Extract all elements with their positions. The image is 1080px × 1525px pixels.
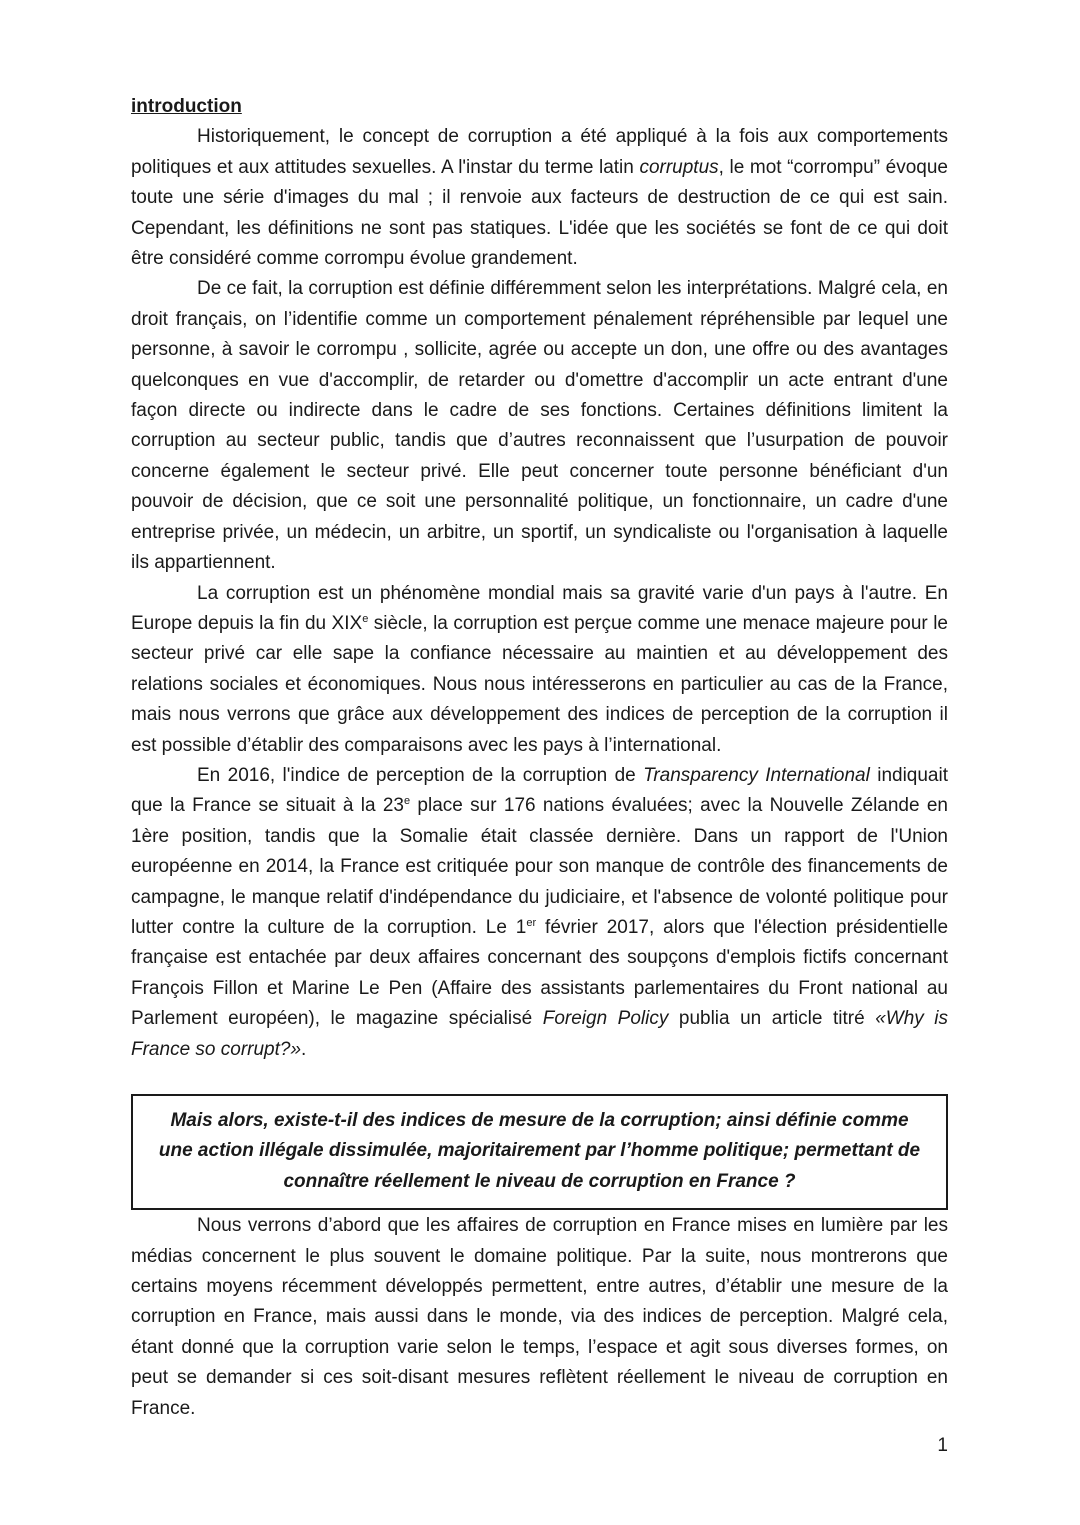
paragraph-text: siècle, la corruption est perçue comme une menace majeure pour le secteur privé car elle sape la confiance nécessaire au maintien et au développement des relations sociales et économiques. Nous nous intéresserons en particulier au cas de la France, mais nous verrons que grâce aux développement des indices de perception de la corruption il est possible d’établir des comparaisons avec les pays à l’international.	[131, 612, 949, 756]
paragraph-text: publia un article titré	[668, 1008, 876, 1030]
document-body	[131, 92, 948, 1424]
page-number: 1	[937, 1435, 948, 1456]
paragraph-history	[131, 122, 948, 274]
paragraph-global	[131, 579, 948, 761]
paragraph-text: En 2016, l'indice de perception de la corruption de	[197, 764, 644, 786]
paragraph-text: place sur 176 nations évaluées; avec la Nouvelle Zélande en 1ère position, tandis que la Somalie était classée dernière. Dans un rapport de l'Union européenne en 2014, la France est critiquée pour son manque de contrôle des financements de campagne, le manque relatif d'indépendance du judiciaire, et l'absence de volonté politique pour lutter contre la culture de la corruption. Le 1	[131, 795, 949, 938]
organization-name: Transparency International	[643, 764, 870, 786]
superscript: er	[526, 916, 537, 929]
paragraph-text: Historiquement, le concept de corruption a été appliqué à la fois aux comportements politiques et aux attitudes sexuelles. A l'instar du terme latin	[131, 126, 948, 178]
paragraph-index-2016	[131, 761, 948, 1065]
superscript: e	[404, 795, 411, 808]
paragraph-text: , le mot “corrompu” évoque toute une série d'images du mal ; il renvoie aux facteurs de destruction de ce qui est sain. Cependant, les définitions ne sont pas statiques. L'idée que les sociétés se font de ce qui doit être considéré comme corrompu évolue grandement.	[131, 156, 948, 270]
paragraph-plan: Nous verrons d’abord que les affaires de corruption en France mises en lumière par les médias concernent le plus souvent le domaine politique. Par la suite, nous montrerons que certains moyens récemment développés permettent, entre autres, d’établir une mesure de la corruption en France, mais aussi dans le monde, via des indices de perception. Malgré cela, étant donné que la corruption varie selon le temps, l’espace et agit sous diverses formes, on peut se demander si ces soit-disant mesures reflètent réellement le niveau de corruption en France.	[131, 1215, 948, 1419]
superscript: e	[362, 612, 369, 625]
paragraph-text: La corruption est un phénomène mondial mais sa gravité varie d'un pays à l'autre. En Europe depuis la fin du XIX	[131, 582, 948, 634]
latin-term: corruptus	[639, 156, 719, 178]
paragraph-text: .	[301, 1038, 307, 1060]
paragraph-definition: De ce fait, la corruption est définie différemment selon les interprétations. Malgré cela, en droit français, on l’identifie comme un comportement pénalement répréhensible par lequel une personne, à savoir le corrompu , sollicite, agrée ou accepte un don, une offre ou des avantages quelconques en vue d'accomplir, de retarder ou d'omettre d'accomplir un acte entrant d'une façon directe ou indirecte dans le cadre de ses fonctions. Certaines définitions limitent la corruption au secteur public, tandis que d’autres reconnaissent que l’usurpation de pouvoir concerne également le secteur privé. Elle peut concerner toute personne bénéficiant d'un pouvoir de décision, que ce soit une personnalité politique, un fonctionnaire, un cadre d'une entreprise privée, un médecin, un arbitre, un sportif, un syndicaliste ou l'organisation à laquelle ils appartiennent.	[131, 278, 948, 574]
paragraph-text: février 2017, alors que l'élection présidentielle française est entachée par deux affaires concernant des soupçons d'emplois fictifs concernant François Fillon et Marine Le Pen (Affaire des assistants parlementaires du Front national au Parlement européen), le magazine spécialisé	[131, 916, 949, 1030]
article-title: «Why is France so corrupt?»	[131, 1008, 948, 1060]
paragraph-text: indiquait que la France se situait à la 23	[131, 764, 949, 817]
research-question-box: Mais alors, existe-t-il des indices de mesure de la corruption; ainsi définie comme une action illégale dissimulée, majoritairement par l’homme politique; permettant de connaître réellement le niveau de corruption en France ?	[131, 1094, 948, 1210]
section-heading: introduction	[131, 96, 242, 117]
magazine-name: Foreign Policy	[542, 1008, 669, 1030]
